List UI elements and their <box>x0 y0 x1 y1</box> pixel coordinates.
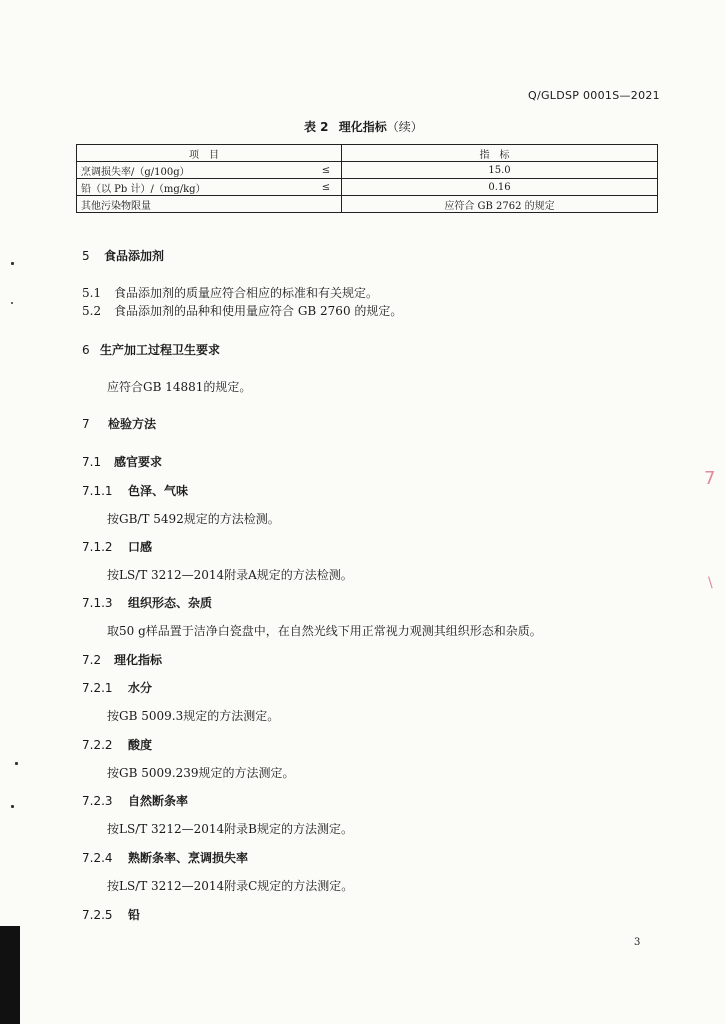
row-item: 烹调损失率/（g/100g） <box>77 162 312 179</box>
row-value: 15.0 <box>342 162 658 179</box>
section-title: 检验方法 <box>108 417 157 431</box>
row-symbol: ≤ <box>311 162 342 179</box>
clause-number: 5.1 <box>82 286 102 300</box>
clause-number: 7.1.3 <box>82 596 113 610</box>
clause-title: 铅 <box>128 908 141 922</box>
clause-7-2-3-heading <box>82 792 188 809</box>
clause-7-2-2-text: 按GB 5009.239规定的方法测定。 <box>107 766 295 780</box>
section-number: 5 <box>82 249 90 263</box>
section-7-heading <box>82 415 156 432</box>
page-number: 3 <box>634 937 641 948</box>
clause-7-2-heading <box>82 651 162 668</box>
table-row <box>77 179 658 196</box>
clause-title: 自然断条率 <box>128 794 189 808</box>
table-row <box>77 196 658 213</box>
clause-number: 7.1 <box>82 455 102 469</box>
row-value: 应符合 GB 2762 的规定 <box>342 196 658 213</box>
section-number: 6 <box>82 343 90 357</box>
table-caption-title: 理化指标 <box>338 120 387 134</box>
clause-7-2-4-text: 按LS/T 3212—2014附录C规定的方法测定。 <box>107 879 354 893</box>
clause-title: 熟断条率、烹调损失率 <box>128 851 249 865</box>
clause-7-1-2-heading <box>82 538 152 555</box>
clause-7-2-5-heading <box>82 906 140 923</box>
clause-7-2-2-heading <box>82 736 152 753</box>
clause-title: 感官要求 <box>114 455 163 469</box>
table-caption <box>304 118 423 135</box>
section-title: 食品添加剂 <box>104 249 165 263</box>
scan-speck <box>11 805 14 808</box>
clause-7-2-4-heading <box>82 849 248 866</box>
clause-number: 7.1.2 <box>82 540 113 554</box>
scan-edge-bar <box>0 926 20 1024</box>
physicochemical-table <box>76 144 658 213</box>
table-caption-label: 表 2 <box>304 120 329 134</box>
scan-speck <box>11 302 13 304</box>
clause-number: 7.2.5 <box>82 908 113 922</box>
clause-number: 7.2.2 <box>82 738 113 752</box>
scan-speck <box>15 762 18 765</box>
clause-number: 7.2.3 <box>82 794 113 808</box>
section-6-heading <box>82 341 220 358</box>
clause-text: 食品添加剂的质量应符合相应的标准和有关规定。 <box>114 286 379 300</box>
scan-speck <box>11 262 14 265</box>
clause-title: 组织形态、杂质 <box>128 596 213 610</box>
section-6-text: 应符合GB 14881的规定。 <box>107 380 252 394</box>
clause-7-1-heading <box>82 453 162 470</box>
clause-7-2-1-heading <box>82 679 152 696</box>
red-ink-mark: \ <box>708 575 713 591</box>
clause-title: 酸度 <box>128 738 153 752</box>
row-item: 铅（以 Pb 计）/（mg/kg） <box>77 179 312 196</box>
row-item: 其他污染物限量 <box>77 196 312 213</box>
table-row <box>77 162 658 179</box>
clause-7-2-1-text: 按GB 5009.3规定的方法测定。 <box>107 709 280 723</box>
document-code: Q/GLDSP 0001S—2021 <box>528 89 660 102</box>
clause-7-1-1-heading <box>82 482 188 499</box>
table-header-row <box>77 145 658 162</box>
section-5-heading <box>82 247 164 264</box>
clause-number: 7.2.4 <box>82 851 113 865</box>
section-title: 生产加工过程卫生要求 <box>100 343 221 357</box>
header-index: 指标 <box>342 145 658 162</box>
section-number: 7 <box>82 417 90 431</box>
clause-7-1-1-text: 按GB/T 5492规定的方法检测。 <box>107 512 280 526</box>
clause-7-1-3-heading <box>82 594 212 611</box>
row-symbol: ≤ <box>311 179 342 196</box>
clause-5-2 <box>82 302 402 319</box>
clause-7-1-3-text: 取50 g样品置于洁净白瓷盘中，在自然光线下用正常视力观测其组织形态和杂质。 <box>107 624 542 638</box>
header-item: 项目 <box>77 145 342 162</box>
clause-7-2-3-text: 按LS/T 3212—2014附录B规定的方法测定。 <box>107 822 353 836</box>
table-caption-continued: （续） <box>386 120 423 134</box>
clause-number: 5.2 <box>82 304 102 318</box>
red-ink-mark: 7 <box>704 468 716 489</box>
clause-title: 口感 <box>128 540 153 554</box>
clause-5-1 <box>82 284 378 301</box>
clause-number: 7.2 <box>82 653 102 667</box>
clause-title: 理化指标 <box>114 653 163 667</box>
row-value: 0.16 <box>342 179 658 196</box>
clause-title: 色泽、气味 <box>128 484 189 498</box>
clause-number: 7.2.1 <box>82 681 113 695</box>
clause-number: 7.1.1 <box>82 484 113 498</box>
row-symbol <box>311 196 342 213</box>
clause-title: 水分 <box>128 681 153 695</box>
clause-7-1-2-text: 按LS/T 3212—2014附录A规定的方法检测。 <box>107 568 353 582</box>
clause-text: 食品添加剂的品种和使用量应符合 GB 2760 的规定。 <box>114 304 403 318</box>
